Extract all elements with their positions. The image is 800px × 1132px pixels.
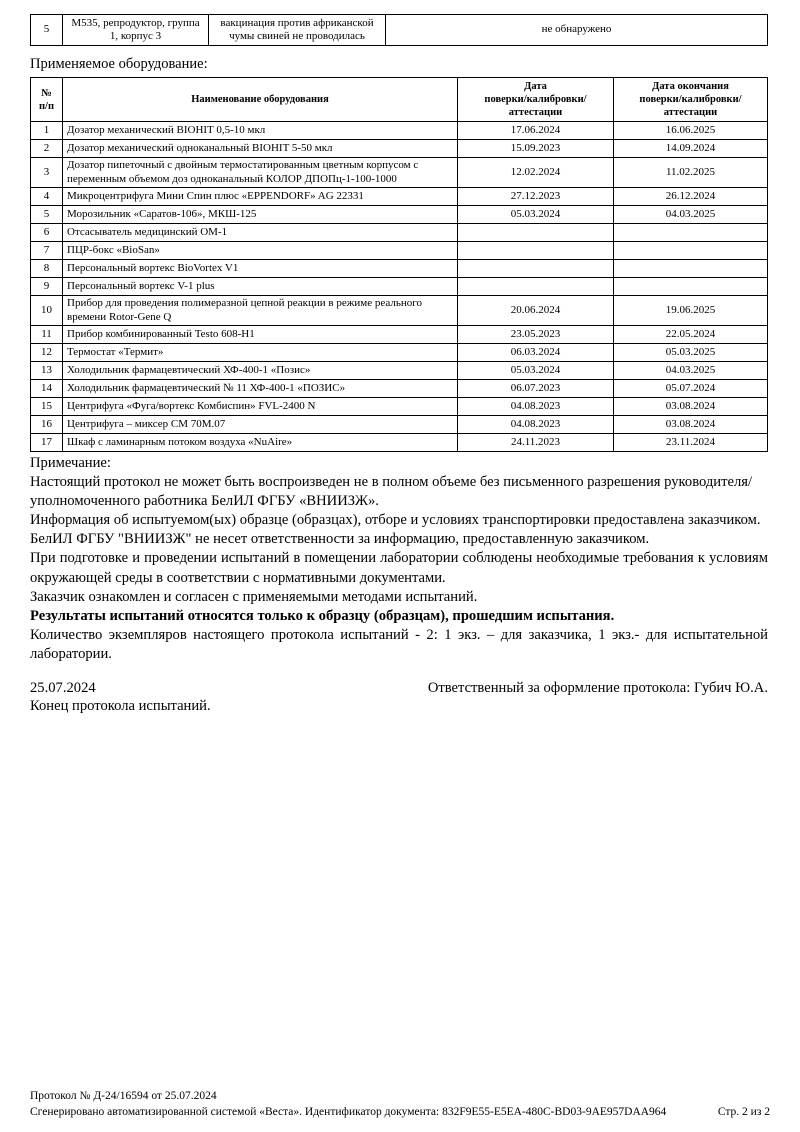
equipment-row bbox=[31, 379, 768, 397]
equipment-verification-date: 04.08.2023 bbox=[458, 415, 614, 433]
footer-generated-line bbox=[30, 1104, 770, 1120]
equipment-verification-date: 06.07.2023 bbox=[458, 379, 614, 397]
equipment-name: Персональный вортекс V-1 plus bbox=[63, 278, 458, 296]
equipment-row-number: 9 bbox=[31, 278, 63, 296]
equipment-row-number: 12 bbox=[31, 343, 63, 361]
equipment-name: Термостат «Термит» bbox=[63, 343, 458, 361]
header-num bbox=[31, 77, 63, 121]
signature-row bbox=[30, 680, 768, 697]
equipment-verification-date: 15.09.2023 bbox=[458, 140, 614, 158]
equipment-verification-end-date: 03.08.2024 bbox=[614, 397, 768, 415]
notes-section bbox=[30, 454, 768, 664]
sample-row-number: 5 bbox=[31, 15, 63, 46]
equipment-verification-end-date bbox=[614, 242, 768, 260]
equipment-verification-date bbox=[458, 224, 614, 242]
responsible-person: Ответственный за оформление протокола: Губич Ю.А. bbox=[427, 680, 768, 697]
equipment-verification-end-date: 14.09.2024 bbox=[614, 140, 768, 158]
equipment-name: ПЦР-бокс «BioSan» bbox=[63, 242, 458, 260]
equipment-verification-date: 27.12.2023 bbox=[458, 188, 614, 206]
equipment-row-number: 2 bbox=[31, 140, 63, 158]
equipment-verification-end-date: 04.03.2025 bbox=[614, 361, 768, 379]
header-num-line1: № bbox=[41, 87, 52, 99]
equipment-row-number: 17 bbox=[31, 433, 63, 451]
equipment-name: Дозатор механический одноканальный BIOHIT 5-50 мкл bbox=[63, 140, 458, 158]
equipment-verification-end-date: 26.12.2024 bbox=[614, 188, 768, 206]
equipment-row-number: 13 bbox=[31, 361, 63, 379]
equipment-name: Холодильник фармацевтический ХФ-400-1 «Позис» bbox=[63, 361, 458, 379]
equipment-verification-end-date: 04.03.2025 bbox=[614, 206, 768, 224]
equipment-verification-date: 04.08.2023 bbox=[458, 397, 614, 415]
equipment-row bbox=[31, 325, 768, 343]
footer-page-number: Стр. 2 из 2 bbox=[717, 1105, 770, 1118]
equipment-name: Микроцентрифуга Мини Спин плюс «EPPENDORF» AG 22331 bbox=[63, 188, 458, 206]
equipment-row-number: 7 bbox=[31, 242, 63, 260]
equipment-row bbox=[31, 296, 768, 326]
equipment-name: Дозатор пипеточный с двойным термостатированным цветным корпусом с переменным объемом доз одноканальный КОЛОР ДПОПц-1-100-1000 bbox=[63, 158, 458, 188]
equipment-verification-date bbox=[458, 278, 614, 296]
equipment-verification-end-date: 05.07.2024 bbox=[614, 379, 768, 397]
equipment-verification-end-date: 11.02.2025 bbox=[614, 158, 768, 188]
equipment-verification-end-date: 03.08.2024 bbox=[614, 415, 768, 433]
equipment-row bbox=[31, 158, 768, 188]
equipment-row bbox=[31, 415, 768, 433]
equipment-verification-date: 24.11.2023 bbox=[458, 433, 614, 451]
equipment-section-title: Применяемое оборудование: bbox=[30, 55, 208, 72]
equipment-verification-date: 20.06.2024 bbox=[458, 296, 614, 326]
equipment-verification-date: 05.03.2024 bbox=[458, 206, 614, 224]
equipment-row-number: 3 bbox=[31, 158, 63, 188]
equipment-verification-date: 17.06.2024 bbox=[458, 122, 614, 140]
equipment-name: Персональный вортекс BioVortex V1 bbox=[63, 260, 458, 278]
equipment-row bbox=[31, 224, 768, 242]
equipment-row bbox=[31, 278, 768, 296]
equipment-row bbox=[31, 361, 768, 379]
header-verification-end-date bbox=[614, 77, 768, 121]
equipment-name: Центрифуга – миксер СМ 70М.07 bbox=[63, 415, 458, 433]
equipment-name: Шкаф с ламинарным потоком воздуха «NuAire» bbox=[63, 433, 458, 451]
equipment-verification-date bbox=[458, 260, 614, 278]
equipment-row-number: 11 bbox=[31, 325, 63, 343]
header-date-line1: Дата bbox=[524, 80, 547, 92]
equipment-row-number: 15 bbox=[31, 397, 63, 415]
equipment-row-number: 16 bbox=[31, 415, 63, 433]
equipment-verification-end-date: 22.05.2024 bbox=[614, 325, 768, 343]
equipment-name: Дозатор механический BIOHIT 0,5-10 мкл bbox=[63, 122, 458, 140]
equipment-name: Центрифуга «Фуга/вортекс Комбиспин» FVL-2400 N bbox=[63, 397, 458, 415]
equipment-name: Холодильник фармацевтический № 11 ХФ-400-1 «ПОЗИС» bbox=[63, 379, 458, 397]
equipment-verification-date bbox=[458, 242, 614, 260]
protocol-date: 25.07.2024 bbox=[30, 680, 96, 697]
protocol-end-line: Конец протокола испытаний. bbox=[30, 698, 211, 715]
equipment-verification-date: 12.02.2024 bbox=[458, 158, 614, 188]
footer-protocol-number: Протокол № Д-24/16594 от 25.07.2024 bbox=[30, 1089, 217, 1102]
equipment-verification-date: 23.05.2023 bbox=[458, 325, 614, 343]
header-verification-date bbox=[458, 77, 614, 121]
equipment-row bbox=[31, 397, 768, 415]
samples-table-continuation bbox=[30, 14, 768, 46]
equipment-verification-end-date bbox=[614, 278, 768, 296]
note-results-scope: Результаты испытаний относятся только к образцу (образцам), прошедшим испытания. bbox=[30, 607, 615, 624]
equipment-name: Отсасыватель медицинский ОМ-1 bbox=[63, 224, 458, 242]
note-sample-info: Информация об испытуемом(ых) образце (образцах), отборе и условиях транспортировки предоставлена заказчиком. БелИЛ ФГБУ "ВНИИЗЖ" не несет ответственности за информацию, предоставленную заказчиком. bbox=[30, 512, 761, 548]
equipment-row bbox=[31, 433, 768, 451]
equipment-row-number: 5 bbox=[31, 206, 63, 224]
equipment-verification-end-date: 16.06.2025 bbox=[614, 122, 768, 140]
equipment-verification-date: 05.03.2024 bbox=[458, 361, 614, 379]
equipment-name: Прибор комбинированный Testo 608-H1 bbox=[63, 325, 458, 343]
equipment-table-header-row bbox=[31, 77, 768, 121]
equipment-row-number: 10 bbox=[31, 296, 63, 326]
page-footer bbox=[30, 1088, 770, 1120]
equipment-verification-end-date: 05.03.2025 bbox=[614, 343, 768, 361]
notes-label: Примечание: bbox=[30, 454, 111, 471]
equipment-verification-end-date bbox=[614, 260, 768, 278]
note-reproduction: Настоящий протокол не может быть воспроизведен не в полном объеме без письменного разрешения руководителя/уполномоченного работника БелИЛ ФГБУ «ВНИИЗЖ». bbox=[30, 474, 753, 510]
header-date-end-line2: поверки/калибровки/аттестации bbox=[639, 94, 742, 119]
equipment-row-number: 14 bbox=[31, 379, 63, 397]
equipment-row-number: 6 bbox=[31, 224, 63, 242]
note-copies-count: Количество экземпляров настоящего протокола испытаний - 2: 1 экз. – для заказчика, 1 экз.- для испытательной лаборатории. bbox=[30, 626, 768, 663]
sample-description: М535, репродуктор, группа 1, корпус 3 bbox=[63, 15, 209, 46]
equipment-row bbox=[31, 188, 768, 206]
equipment-name: Прибор для проведения полимеразной цепной реакции в режиме реального времени Rotor-Gene Q bbox=[63, 296, 458, 326]
header-date-line2: поверки/калибровки/аттестации bbox=[484, 94, 587, 119]
equipment-table bbox=[30, 77, 768, 452]
equipment-row bbox=[31, 260, 768, 278]
equipment-table-body bbox=[31, 122, 768, 452]
note-customer-agreement: Заказчик ознакомлен и согласен с применяемыми методами испытаний. bbox=[30, 588, 478, 605]
equipment-row bbox=[31, 140, 768, 158]
header-date-end-line1: Дата окончания bbox=[652, 80, 729, 92]
equipment-row bbox=[31, 122, 768, 140]
equipment-verification-end-date: 23.11.2024 bbox=[614, 433, 768, 451]
equipment-name: Морозильник «Саратов-106», МКШ-125 bbox=[63, 206, 458, 224]
footer-generator-info: Сгенерировано автоматизированной системой «Веста». Идентификатор документа: 832F9E55-E5EA-480C-BD03-9AE957DAA964 bbox=[30, 1105, 667, 1118]
equipment-row bbox=[31, 206, 768, 224]
header-num-line2: п/п bbox=[38, 100, 55, 112]
sample-test-result: не обнаружено bbox=[386, 15, 768, 46]
note-lab-conditions: При подготовке и проведении испытаний в помещении лаборатории соблюдены необходимые требования к условиям окружающей среды в соответствии с нормативными документами. bbox=[30, 550, 768, 586]
header-equipment-name: Наименование оборудования bbox=[63, 77, 458, 121]
equipment-verification-end-date: 19.06.2025 bbox=[614, 296, 768, 326]
equipment-verification-end-date bbox=[614, 224, 768, 242]
sample-row bbox=[31, 15, 768, 46]
equipment-row-number: 8 bbox=[31, 260, 63, 278]
equipment-row-number: 1 bbox=[31, 122, 63, 140]
equipment-row-number: 4 bbox=[31, 188, 63, 206]
sample-vaccination-info: вакцинация против африканской чумы свиней не проводилась bbox=[209, 15, 386, 46]
equipment-row bbox=[31, 242, 768, 260]
equipment-verification-date: 06.03.2024 bbox=[458, 343, 614, 361]
equipment-row bbox=[31, 343, 768, 361]
